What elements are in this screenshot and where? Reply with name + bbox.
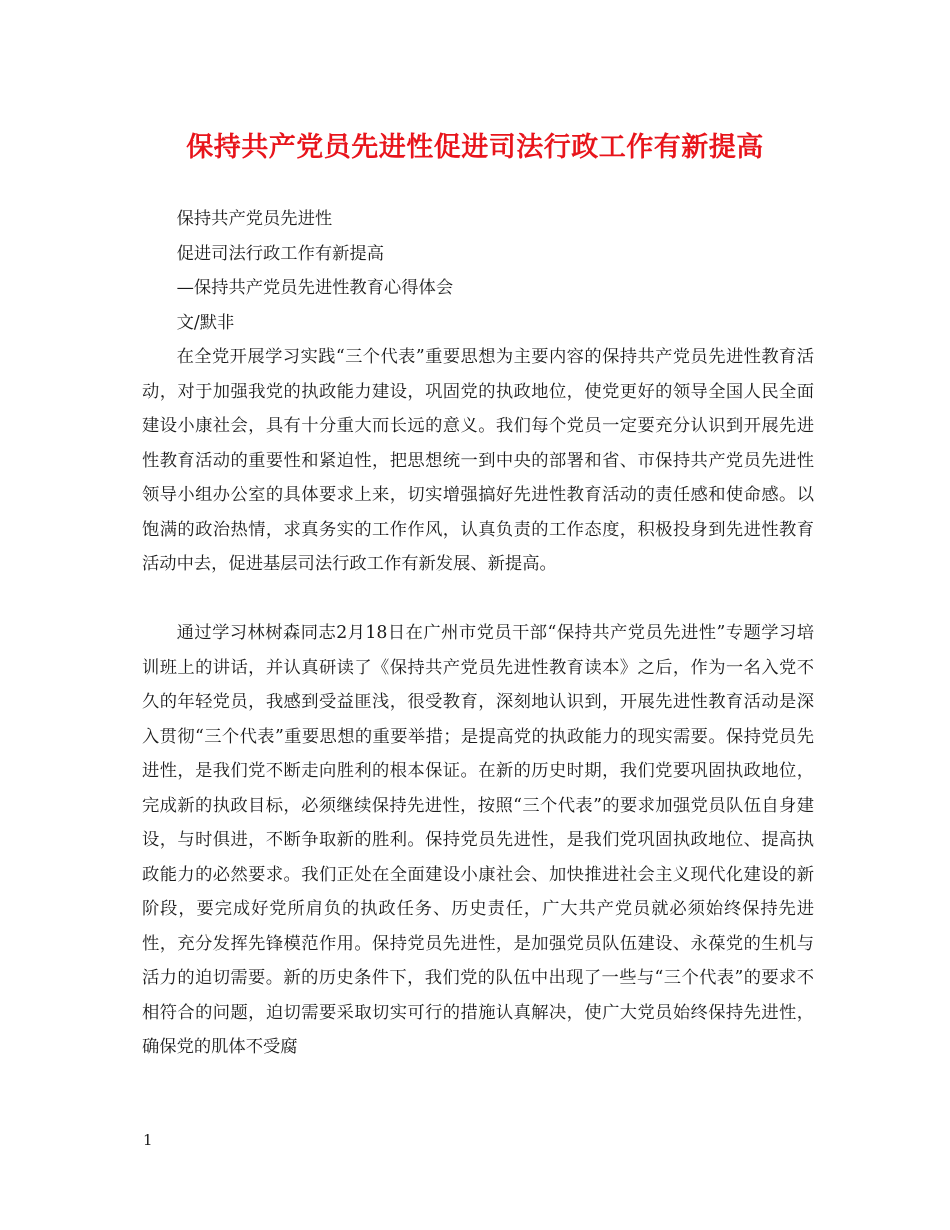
paragraph-spacer bbox=[142, 582, 814, 617]
paragraph: 在全党开展学习实践“三个代表”重要思想为主要内容的保持共产党员先进性教育活动，对于加强我党的执政能力建设，巩固党的执政地位，使党更好的领导全国人民全面建设小康社会，具有十分重大而长远的意义。我们每个党员一定要充分认识到开展先进性教育活动的重要性和紧迫性，把思想统一到中央的部署和省、市保持共产党员先进性领导小组办公室的具体要求上来，切实增强搞好先进性教育活动的责任感和使命感。以饱满的政治热情，求真务实的工作作风，认真负责的工作态度，积极投身到先进性教育活动中去，促进基层司法行政工作有新发展、新提高。 bbox=[142, 347, 814, 574]
document-title: 保持共产党员先进性促进司法行政工作有新提高 bbox=[186, 132, 764, 163]
document-body bbox=[142, 202, 814, 1065]
heading-line: 促进司法行政工作有新提高 bbox=[176, 243, 384, 264]
page-number: 1 bbox=[143, 1131, 153, 1149]
heading-line: 保持共产党员先进性 bbox=[176, 209, 333, 229]
heading-line: —保持共产党员先进性教育心得体会 bbox=[176, 278, 454, 298]
paragraph: 通过学习林树森同志2月18日在广州市党员干部“保持共产党员先进性”专题学习培训班上的讲话，并认真研读了《保持共产党员先进性教育读本》之后，作为一名入党不久的年轻党员，我感到受益匪浅，很受教育，深刻地认识到，开展先进性教育活动是深入贯彻“三个代表”重要思想的重要举措；是提高党的执政能力的现实需要。保持党员先进性，是我们党不断走向胜利的根本保证。在新的历史时期，我们党要巩固执政地位，完成新的执政目标，必须继续保持先进性，按照“三个代表”的要求加强党员队伍自身建设，与时俱进，不断争取新的胜利。保持党员先进性，是我们党巩固执政地位、提高执政能力的必然要求。我们正处在全面建设小康社会、加快推进社会主义现代化建设的新阶段，要完成好党所肩负的执政任务、历史责任，广大共产党员就必须始终保持先进性，充分发挥先锋模范作用。保持党员先进性，是加强党员队伍建设、永葆党的生机与活力的迫切需要。新的历史条件下，我们党的队伍中出现了一些与“三个代表”的要求不相符合的问题，迫切需要采取切实可行的措施认真解决，使广大党员始终保持先进性，确保党的肌体不受腐 bbox=[142, 623, 814, 1057]
author-line: 文/默非 bbox=[176, 312, 235, 333]
